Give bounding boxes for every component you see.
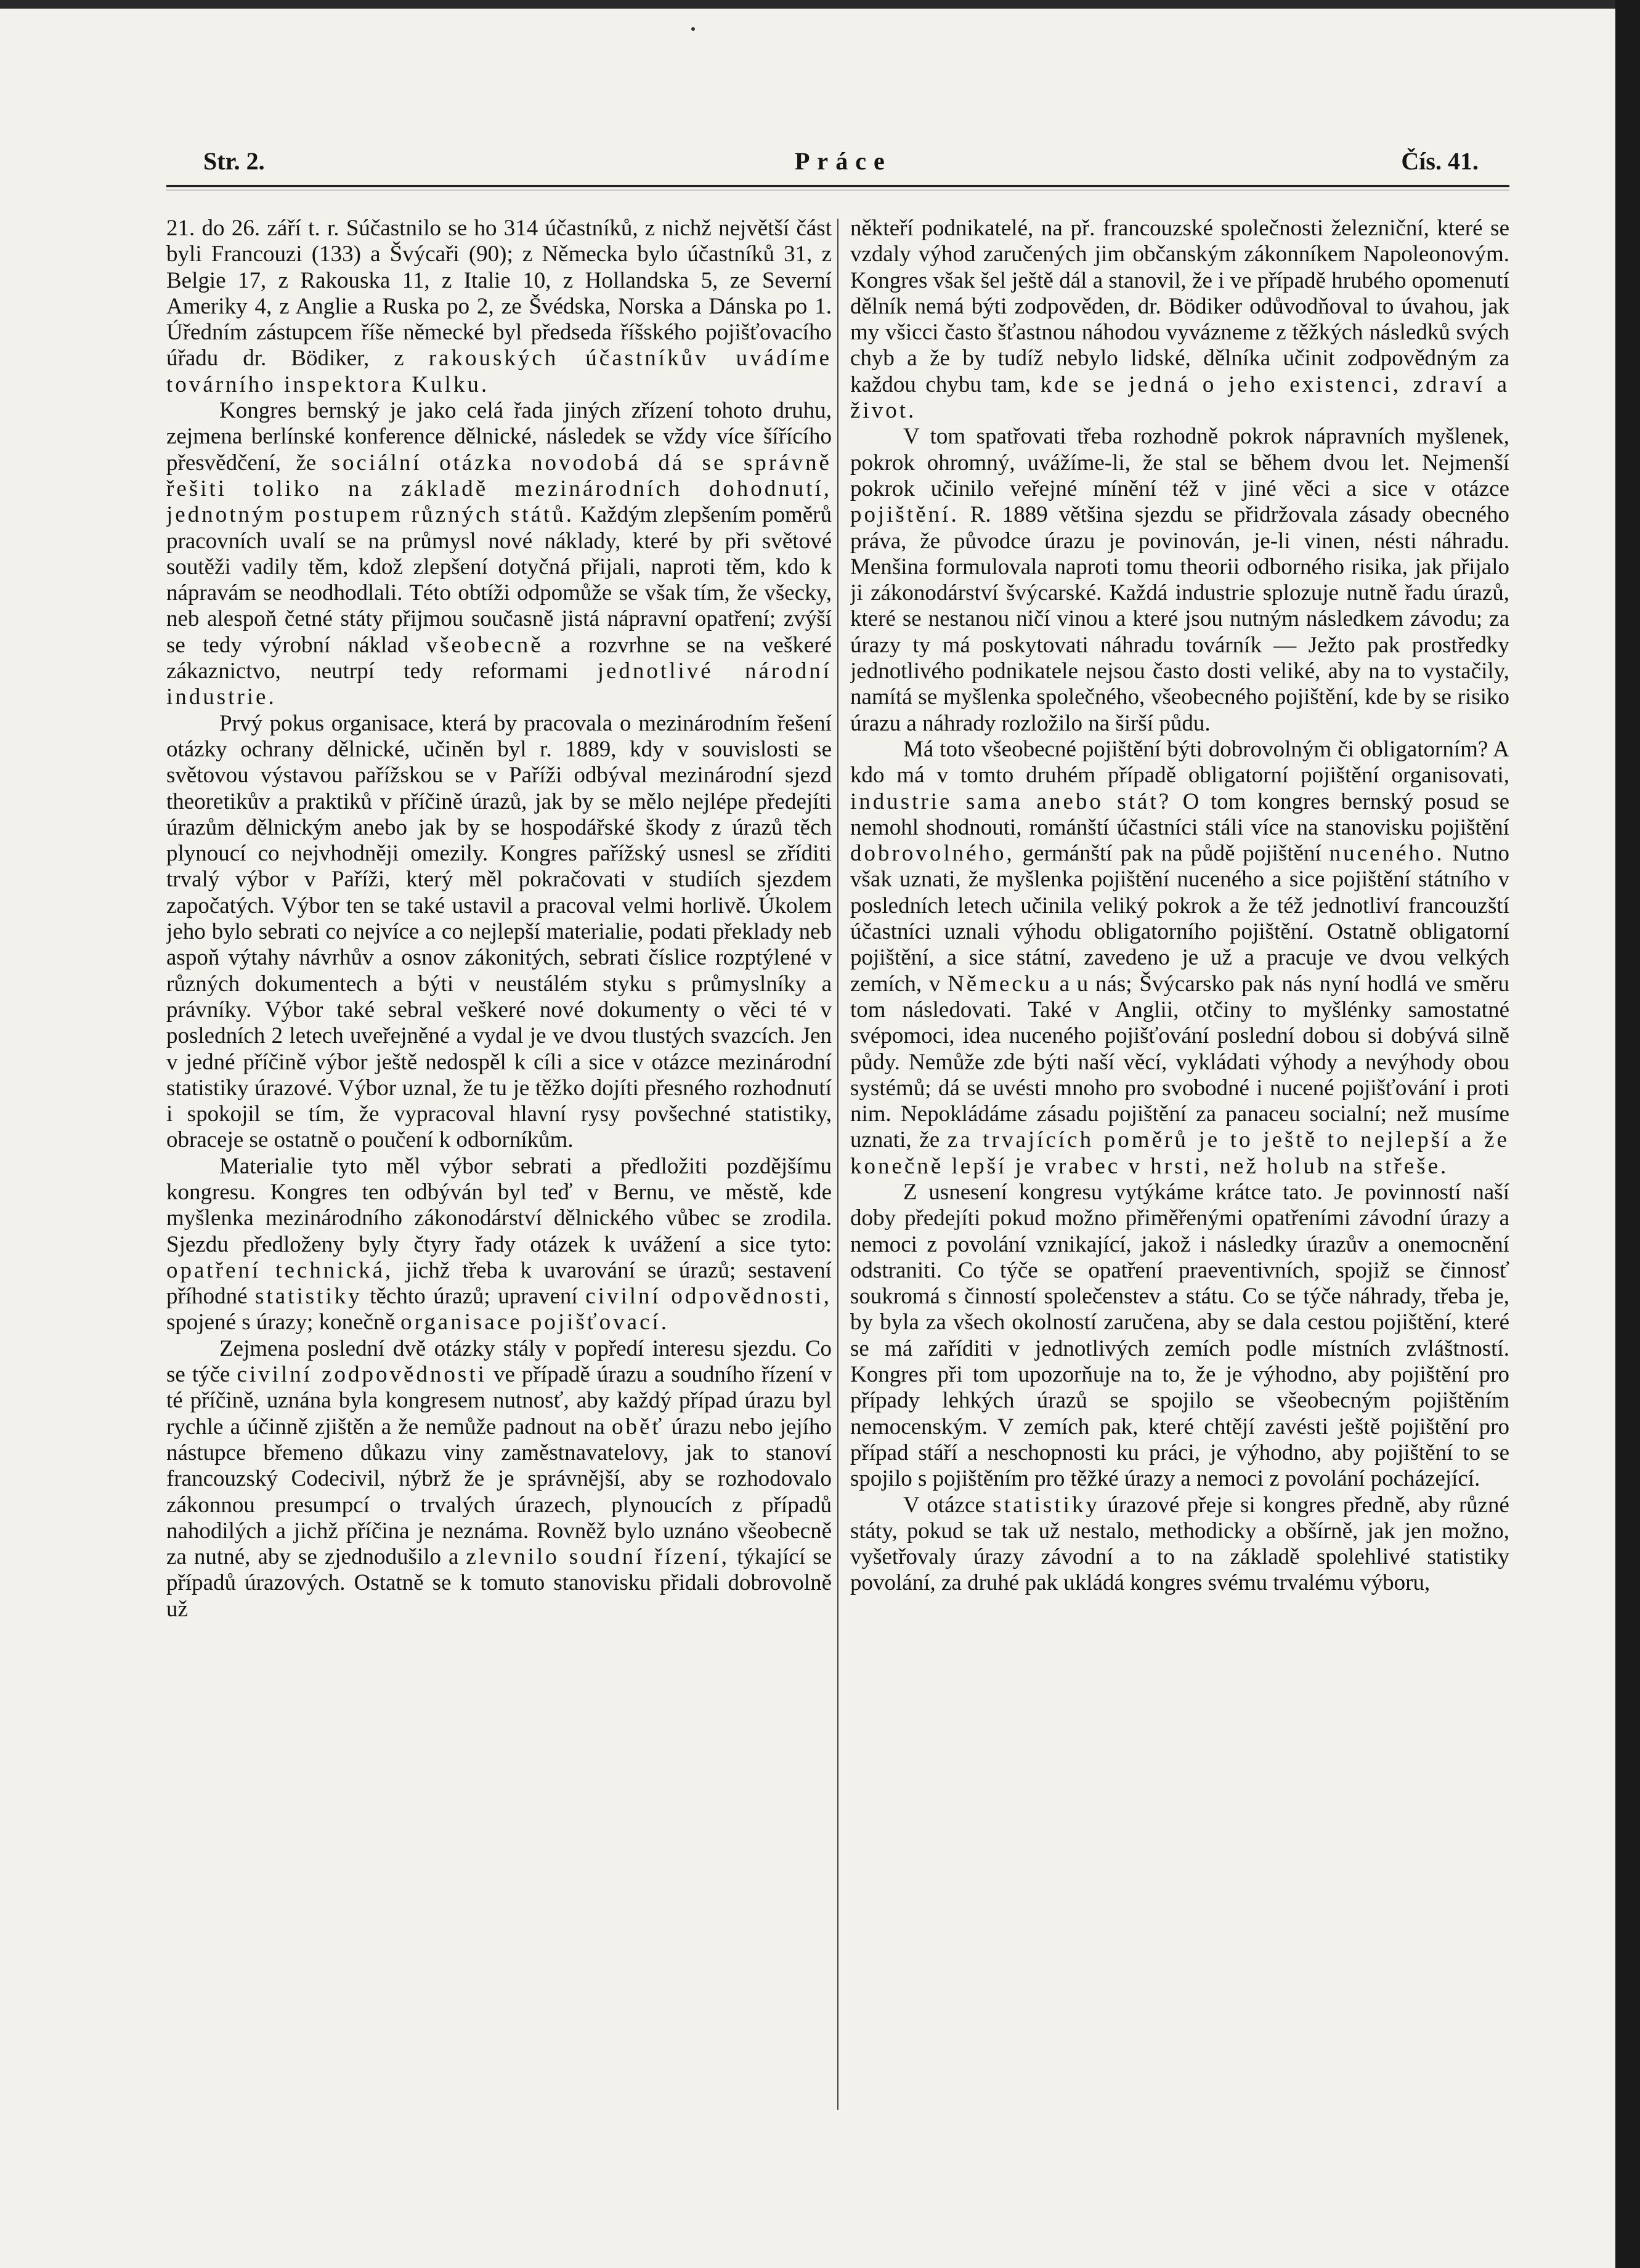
newspaper-title: Práce [795, 147, 892, 175]
paragraph: Z usnesení kongresu vytýkáme krátce tato. Je povinností naší doby předejíti pokud možno přiměřenými opatřeními závodní úrazy a nemoci z povolání vznikající, jakož i následky úrazův a onemocnění odstraniti. Co týče se opatření praeventivních, spojiž se činnosť soukromá s činností společenstev a státu. Co se týče náhrady, třeba je, by byla za všech okolností zaručena, aby se dala cestou pojištění, které se má zaříditi v jednotlivých zemích podle místních zvláštností. Kongres při tom upozorňuje na to, že je výhodno, aby pojištění pro případy lehkých úrazů se spojilo se všeobecným pojištěním nemocenským. V zemích pak, které chtějí zavésti ještě pojištění pro případ stáří a neschopnosti ku práci, je výhodno, aby pojištění to se spojilo s pojištěním pro těžké úrazy a nemoci z povolání pocházející. [850, 1179, 1509, 1492]
paragraph: Materialie tyto měl výbor sebrati a předložiti pozdějšímu kongresu. Kongres ten odbýván byl teď v Bernu, ve městě, kde myšlenka mezinárodního zákonodárství dělnického vůbec se zrodila. Sjezdu předloženy byly čtyry řady otázek k uvážení a sice tyto: opatření technická, jichž třeba k uvarování se úrazů; sestavení příhodné statistiky těchto úrazů; upravení civilní odpovědnosti, spojené s úrazy; konečně organisace pojišťovací. [166, 1153, 832, 1335]
column-divider [837, 219, 838, 2110]
paragraph: Má toto všeobecné pojištění býti dobrovolným či obligatorním? A kdo má v tomto druhém případě obligatorní pojištění organisovati, industrie sama anebo stát? O tom kongres bernský posud se nemohl shodnouti, románští účastníci stáli více na stanovisku pojištění dobrovolného, germánští pak na půdě pojištění nuceného. Nutno však uznati, že myšlenka pojištění nuceného a sice pojištění státního v posledních letech učinila veliký pokrok a že též jednotliví francouzští účastníci uznali výhodu obligatorního pojištění. Ostatně obligatorní pojištění, a sice státní, zavedeno je už a pracuje ve dvou velkých zemích, v Německu a u nás; Švýcarsko pak nás nyní hodlá ve směru tom následovati. Také v Anglii, otčiny to myšlénky samostatné svépomoci, idea nuceného pojišťování poslední dobou si dobývá silně půdy. Nemůže zde býti naší věcí, vykládati výhody a nevýhody obou systémů; dá se uvésti mnoho pro svobodné i nucené pojišťování i proti nim. Nepokládáme zásadu pojištění za panaceu socialní; než musíme uznati, že za trvajících poměrů je to ještě to nejlepší a že konečně lepší je vrabec v hrsti, než holub na střeše. [850, 736, 1509, 1179]
paragraph: Prvý pokus organisace, která by pracovala o mezinárodním řešení otázky ochrany dělnické, učiněn byl r. 1889, kdy v souvislosti se světovou výstavou pařížskou se v Paříži odbýval mezinárodní sjezd theoretikův a praktiků v příčině úrazů, jak by se mělo nejlépe předejíti úrazům dělnickým anebo jak by se hospodářské škody z úrazů těch plynoucí co nejvhodněji omezily. Kongres pařížský usnesl se zříditi trvalý výbor v Paříži, který měl pokračovati v studiích sjezdem započatých. Výbor ten se také ustavil a pracoval velmi horlivě. Úkolem jeho bylo sebrati co nejvíce a co nejlepší materialie, podati překlady neb aspoň výtahy návrhův a osnov zákonitých, sebrati číslice rozptýlené v různých dokumentech a býti v neustálém styku s průmyslníky a právníky. Výbor také sebral veškeré nové dokumenty o věci té v posledních 2 letech uveřejněné a vydal je ve dvou tlustých svazcích. Jen v jedné příčině výbor ještě nedospěl k cíli a sice v otázce mezinárodní statistiky úrazové. Výbor uznal, že tu je těžko dojíti přesného rozhodnutí i spokojil se tím, že vypracoval hlavní rysy povšechné statistiky, obraceje se ostatně o poučení k odborníkům. [166, 710, 832, 1153]
paragraph: 21. do 26. září t. r. Súčastnilo se ho 314 účastníků, z nichž největší část byli Francouzi (133) a Švýcaři (90); z Německa bylo účastníků 31, z Belgie 17, z Rakouska 11, z Italie 10, z Hollandska 5, ze Severní Ameriky 4, z Anglie a Ruska po 2, ze Švédska, Norska a Dánska po 1. Úředním zástupcem říše německé byl předseda říšského pojišťovacího úřadu dr. Bödiker, z rakouských účastníkův uvádíme továrního inspektora Kulku. [166, 216, 832, 397]
paragraph: Kongres bernský je jako celá řada jiných zřízení tohoto druhu, zejmena berlínské konference dělnické, následek se vždy více šířícího přesvědčení, že sociální otázka novodobá dá se správně řešiti toliko na základě mezinárodních dohodnutí, jednotným postupem různých států. Každým zlepšením poměrů pracovních uvalí se na průmysl nové náklady, které by při světové soutěži vadily těm, kdož zlepšení dotyčná přijali, naproti těm, kdo k nápravám se neodhodlali. Této obtíži odpomůže se však tím, že všecky, neb alespoň četné státy přijmou současně jistá nápravní opatření; zvýší se tedy výrobní náklad všeobecně a rozvrhne se na veškeré zákaznictvo, neutrpí tedy reformami jednotlivé národní industrie. [166, 398, 832, 710]
paragraph: někteří podnikatelé, na př. francouzské společnosti železniční, které se vzdaly výhod zaručených jim občanským zákonníkem Napoleonovým. Kongres však šel ještě dál a stanovil, že i ve případě hrubého opomenutí dělník nemá býti zodpověden, dr. Bödiker odůvodňoval to úvahou, jak my všicci často šťastnou náhodou vyvázneme z těžkých následků svých chyb a že by tudíž nebylo lidské, dělníka učinit zodpovědným za každou chybu tam, kde se jedná o jeho existenci, zdraví a život. [850, 216, 1509, 424]
paragraph: Zejmena poslední dvě otázky stály v popředí interesu sjezdu. Co se týče civilní zodpovědnosti ve případě úrazu a soudního řízení v té příčině, uznána byla kongresem nutnosť, aby každý případ úrazu byl rychle a účinně zjištěn a že nemůže padnout na oběť úrazu nebo jejího nástupce břemeno důkazu viny zaměstnavatelovy, jak to stanoví francouzský Codecivil, nýbrž že je správnější, aby se rozhodovalo zákonnou presumpcí o trvalých úrazech, plynoucích z případů nahodilých a jichž příčina je neznáma. Rovněž bylo uznáno všeobecně za nutné, aby se zjednodušilo a zlevnilo soudní řízení, týkající se případů úrazových. Ostatně se k tomuto stanovisku přidali dobrovolně už [166, 1335, 832, 1622]
issue-number: Čís. 41. [1401, 147, 1479, 175]
scan-speck [691, 27, 695, 31]
scan-top-edge [0, 0, 1640, 9]
header-rule [166, 185, 1509, 187]
page-header [203, 147, 1485, 196]
paragraph: V otázce statistiky úrazové přeje si kongres předně, aby různé státy, pokud se tak už nestalo, methodicky a obšírně, jak jen možno, vyšetřovaly úrazy závodní a to na základě spolehlivé statistiky povolání, za druhé pak ukládá kongres svému trvalému výboru, [850, 1492, 1509, 1596]
paragraph: V tom spatřovati třeba rozhodně pokrok nápravních myšlenek, pokrok ohromný, uvážíme-li, že stal se během dvou let. Nejmenší pokrok učinilo veřejné mínění též v jiné věci a sice v otázce pojištění. R. 1889 většina sjezdu se přidržovala zásady obecného práva, že původce úrazu je povinován, je-li vinen, nésti náhradu. Menšina formulovala naproti tomu theorii odborného risika, jak přijalo ji zákonodárství švýcarské. Každá industrie splozuje nutně řadu úrazů, které se nestanou ničí vinou a které jsou nutným následkem závodu; za úrazy ty má poskytovati náhradu továrník — Ježto pak prostředky jednotlivého podnikatele nejsou často dosti veliké, aby na to vystačily, namítá se myšlenka společného, všeobecného pojištění, kde by se risiko úrazu a náhrady rozložilo na širší půdu. [850, 424, 1509, 736]
right-column [850, 216, 1509, 2125]
scan-right-edge [1615, 0, 1640, 2268]
left-column [166, 216, 832, 2125]
page-number: Str. 2. [203, 147, 265, 175]
